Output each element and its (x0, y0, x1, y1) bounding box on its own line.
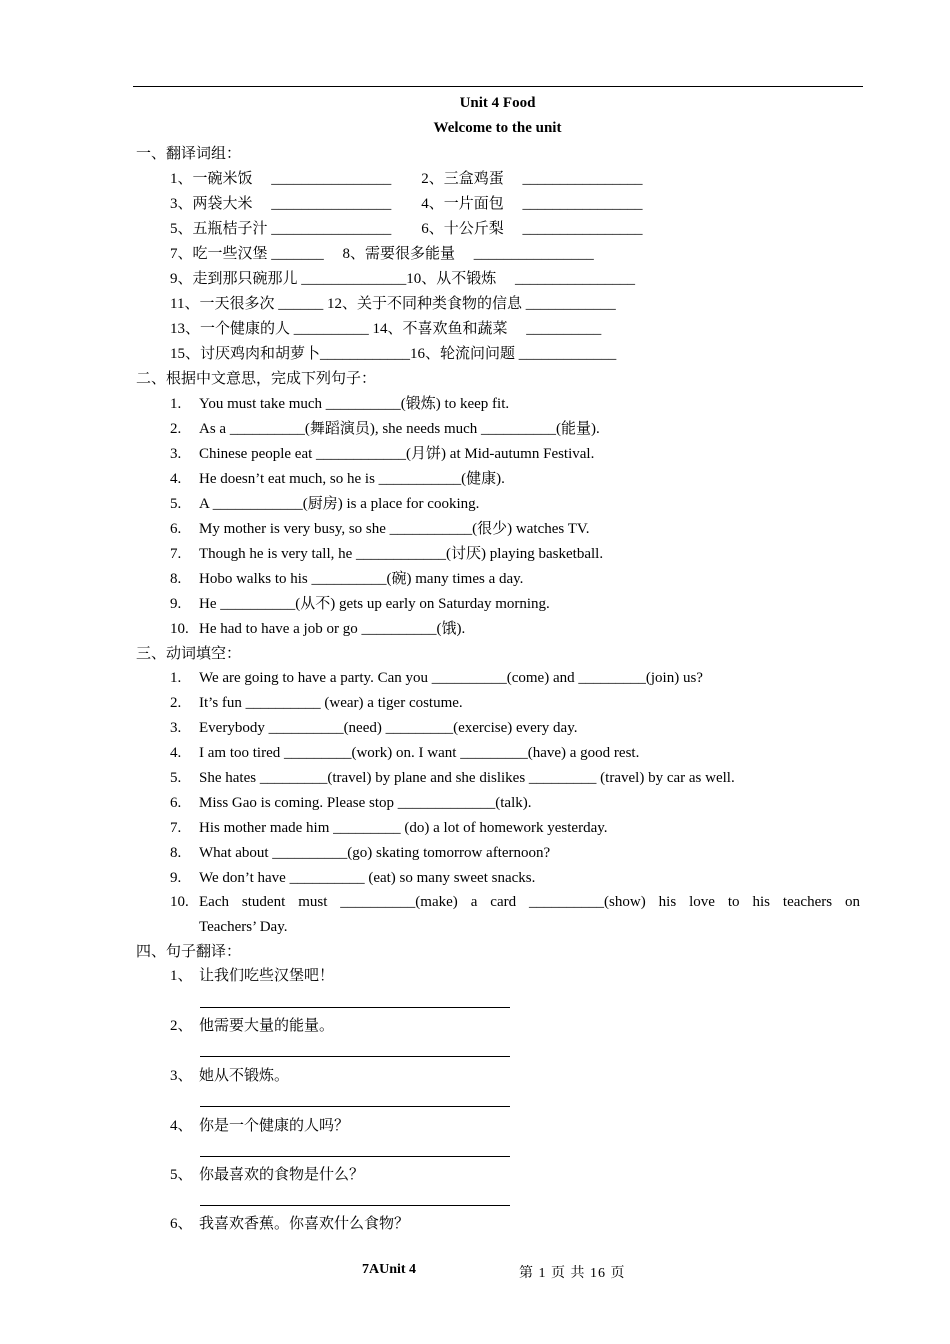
item-text: As a __________(舞蹈演员), she needs much __________(能量). (199, 421, 600, 437)
unit-title: Unit 4 Food (459, 95, 536, 111)
answer-line[interactable] (200, 1106, 510, 1107)
item-text: I am too tired _________(work) on. I want _________(have) a good rest. (199, 745, 640, 761)
item-number: 1、 (170, 968, 193, 984)
item-text: We are going to have a party. Can you __________(come) and _________(join) us? (199, 670, 703, 686)
translation-item (170, 1017, 334, 1035)
translation-item (170, 1067, 289, 1085)
answer-line[interactable] (200, 1156, 510, 1157)
item-number: 7. (170, 546, 182, 562)
item-number: 3. (170, 446, 182, 462)
unit-subtitle: Welcome to the unit (433, 120, 562, 136)
translation-item (170, 1215, 409, 1233)
item-text: 让我们吃些汉堡吧！ (199, 968, 335, 984)
section4-heading: 四、句子翻译： (136, 944, 242, 960)
item-number: 1. (170, 670, 182, 686)
verb-item (170, 869, 535, 887)
answer-line[interactable] (200, 1056, 510, 1057)
verb-item (170, 769, 735, 787)
item-text: A ____________(厨房) is a place for cooking. (199, 496, 480, 512)
item-text: 你最喜欢的食物是什么？ (199, 1167, 365, 1183)
phrase-row: 13、一个健康的人 __________ 14、不喜欢鱼和蔬菜 __________ (170, 321, 602, 337)
answer-line[interactable] (200, 1007, 510, 1008)
phrase-row: 11、一天很多次 ______ 12、关于不同种类食物的信息 ____________ (170, 296, 616, 312)
item-text: 你是一个健康的人吗？ (199, 1118, 350, 1134)
item-number: 5. (170, 496, 182, 512)
item-text: He __________(从不) gets up early on Saturday morning. (199, 596, 550, 612)
item-text: What about __________(go) skating tomorrow afternoon? (199, 845, 551, 861)
sentence-item (170, 520, 590, 538)
item-text: Though he is very tall, he ____________(讨厌) playing basketball. (199, 546, 604, 562)
item-number: 4. (170, 471, 182, 487)
translation-item (170, 967, 334, 985)
answer-line[interactable] (200, 1205, 510, 1206)
section2-heading: 二、根据中文意思，完成下列句子： (136, 371, 377, 387)
item-number: 6. (170, 521, 182, 537)
item-number: 2. (170, 421, 182, 437)
verb-item (170, 844, 550, 862)
sentence-item (170, 445, 594, 463)
item-text: 他需要大量的能量。 (199, 1018, 335, 1034)
item-number: 7. (170, 820, 182, 836)
item-text: He doesn’t eat much, so he is ___________(健康). (199, 471, 505, 487)
item-number: 2、 (170, 1018, 193, 1034)
footer-page-number: 第 1 页 共 16 页 (519, 1266, 626, 1281)
item-number: 4. (170, 745, 182, 761)
item-number: 8. (170, 571, 182, 587)
sentence-item (170, 470, 505, 488)
item-number: 9. (170, 596, 182, 612)
item-number: 1. (170, 396, 182, 412)
item-number: 10. (170, 894, 189, 910)
item-number: 8. (170, 845, 182, 861)
phrase-row: 15、讨厌鸡肉和胡萝卜____________16、轮流问问题 _____________ (170, 346, 617, 362)
item-text: You must take much __________(锻炼) to keep fit. (199, 396, 510, 412)
phrase-row: 9、走到那只碗那儿 ______________10、从不锻炼 ________________ (170, 271, 636, 287)
item-number: 6. (170, 795, 182, 811)
verb-item (170, 719, 578, 737)
item-number: 3、 (170, 1068, 193, 1084)
translation-item (170, 1166, 364, 1184)
sentence-item (170, 595, 550, 613)
item-text: Each student must __________(make) a card __________(show) his love to his teachers on (199, 894, 860, 910)
phrase-row: 1、一碗米饭 ________________ 2、三盒鸡蛋 ________________ (170, 171, 643, 187)
phrase-row: 5、五瓶桔子汁 ________________ 6、十公斤梨 ________________ (170, 221, 643, 237)
item-number: 2. (170, 695, 182, 711)
item-number: 5. (170, 770, 182, 786)
item-text: He had to have a job or go __________(饿). (199, 621, 466, 637)
sentence-item (170, 495, 479, 513)
header-rule (133, 86, 863, 87)
item-text: 我喜欢香蕉。你喜欢什么食物？ (199, 1216, 410, 1232)
translation-item (170, 1117, 349, 1135)
footer-unit-label: 7AUnit 4 (362, 1262, 417, 1277)
sentence-item (170, 620, 465, 638)
item-text: It’s fun __________ (wear) a tiger costume. (199, 695, 463, 711)
item-number: 6、 (170, 1216, 193, 1232)
item-text-continued: Teachers’ Day. (199, 919, 288, 935)
verb-item (170, 794, 531, 812)
sentence-item (170, 420, 600, 438)
item-text: Everybody __________(need) _________(exercise) every day. (199, 720, 578, 736)
item-number: 5、 (170, 1167, 193, 1183)
verb-item (170, 819, 608, 837)
item-text: His mother made him _________ (do) a lot of homework yesterday. (199, 820, 608, 836)
sentence-item (170, 395, 509, 413)
item-number: 9. (170, 870, 182, 886)
phrase-row: 7、吃一些汉堡 _______ 8、需要很多能量 ________________ (170, 246, 594, 262)
item-text: 她从不锻炼。 (199, 1068, 290, 1084)
item-number: 4、 (170, 1118, 193, 1134)
verb-item (170, 669, 703, 687)
item-text: My mother is very busy, so she ___________(很少) watches TV. (199, 521, 590, 537)
item-text: Hobo walks to his __________(碗) many times a day. (199, 571, 524, 587)
item-text: We don’t have __________ (eat) so many sweet snacks. (199, 870, 536, 886)
sentence-item (170, 570, 523, 588)
item-number: 10. (170, 621, 189, 637)
sentence-item (170, 545, 603, 563)
phrase-row: 3、两袋大米 ________________ 4、一片面包 ________________ (170, 196, 643, 212)
item-text: Chinese people eat ____________(月饼) at Mid-autumn Festival. (199, 446, 595, 462)
item-text: Miss Gao is coming. Please stop _____________(talk). (199, 795, 532, 811)
item-text: She hates _________(travel) by plane and she dislikes _________ (travel) by car as well. (199, 770, 735, 786)
section3-heading: 三、动词填空： (136, 646, 242, 662)
section1-heading: 一、翻译词组： (136, 146, 242, 162)
item-number: 3. (170, 720, 182, 736)
verb-item (170, 744, 639, 762)
verb-item (170, 694, 463, 712)
